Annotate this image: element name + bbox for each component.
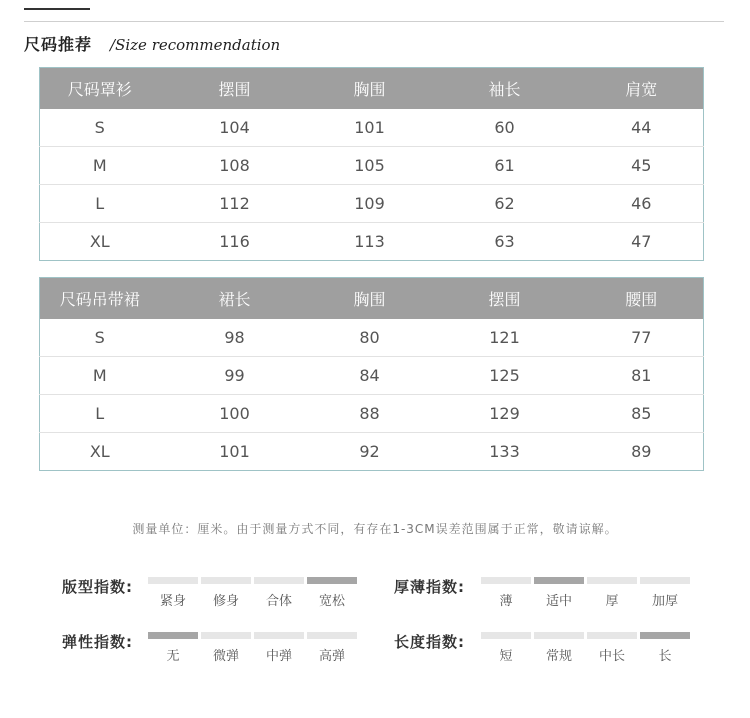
table-cell: 100	[160, 395, 310, 433]
scale-segment	[587, 632, 637, 664]
scale-segment	[640, 632, 690, 664]
table-cell: 98	[224, 328, 245, 347]
header-cell: 胸围	[310, 278, 430, 320]
scale-option-label: 长	[658, 649, 672, 664]
table-cell: 113	[310, 223, 430, 261]
scale-bar	[148, 632, 198, 639]
size-cell: XL	[40, 433, 160, 471]
header-cell: 腰围	[580, 278, 704, 320]
scale-segment	[640, 577, 690, 609]
scale-bar	[534, 632, 584, 639]
table-cell: 129	[430, 395, 580, 433]
scale-option-label: 无	[166, 649, 180, 664]
size-cell: XL	[40, 223, 160, 261]
heading-subtitle: /Size recommendation	[110, 36, 281, 54]
table-cell: 121	[489, 328, 520, 347]
table-row	[40, 433, 704, 471]
table-header-row	[40, 68, 704, 110]
scale-option-label: 合体	[265, 594, 292, 609]
scale-bar	[587, 632, 637, 639]
table-row	[40, 357, 704, 395]
elasticity-index-scale	[148, 632, 357, 664]
header-cell: 摆围	[430, 278, 580, 320]
header-cell: 尺码罩衫	[40, 68, 160, 110]
scale-option-label: 适中	[545, 594, 572, 609]
table-cell: 112	[160, 185, 310, 223]
table-cell: 104	[219, 118, 250, 137]
scale-bar	[307, 632, 357, 639]
scale-bar	[254, 632, 304, 639]
table-cell: 60	[494, 118, 515, 137]
scale-bar	[307, 577, 357, 584]
table-cell: 92	[310, 433, 430, 471]
header-cell: 尺码吊带裙	[40, 278, 160, 320]
table-cell: 85	[580, 395, 704, 433]
top-accent-line	[24, 8, 90, 10]
scale-option-label: 宽松	[318, 594, 345, 609]
table-cell: 125	[430, 357, 580, 395]
size-cell: L	[40, 395, 160, 433]
length-index-scale	[481, 632, 690, 664]
scale-option-label: 微弹	[212, 649, 239, 664]
elasticity-index-label: 弹性指数:	[62, 633, 133, 651]
table-cell: 101	[354, 118, 385, 137]
scale-bar	[254, 577, 304, 584]
scale-bar	[640, 632, 690, 639]
table-row	[40, 147, 704, 185]
scale-option-label: 常规	[545, 649, 572, 664]
scale-bar	[640, 577, 690, 584]
thickness-index-scale	[481, 577, 690, 609]
table-cell: 109	[310, 185, 430, 223]
scale-segment	[148, 632, 198, 664]
size-cell: L	[40, 185, 160, 223]
scale-option-label: 修身	[212, 594, 239, 609]
table-cell: 105	[310, 147, 430, 185]
scale-segment	[534, 632, 584, 664]
scale-option-label: 中长	[598, 649, 625, 664]
size-cell: S	[94, 328, 105, 347]
scale-segment	[481, 577, 531, 609]
scale-segment	[307, 577, 357, 609]
header-cell: 摆围	[160, 68, 310, 110]
table-row	[40, 109, 704, 147]
scale-bar	[534, 577, 584, 584]
table-cell: 46	[580, 185, 704, 223]
scale-segment	[148, 577, 198, 609]
table-cell: 84	[310, 357, 430, 395]
heading-title: 尺码推荐	[24, 35, 93, 54]
fit-index-scale	[148, 577, 357, 609]
table-cell: 44	[631, 118, 652, 137]
thickness-index-label: 厚薄指数:	[394, 578, 465, 596]
scale-segment	[254, 577, 304, 609]
top-divider	[24, 21, 724, 22]
scale-segment	[534, 577, 584, 609]
table-cell: 99	[160, 357, 310, 395]
dress-size-table	[39, 277, 704, 471]
header-cell: 裙长	[160, 278, 310, 320]
size-cell: M	[40, 147, 160, 185]
size-cell: M	[40, 357, 160, 395]
header-cell: 袖长	[430, 68, 580, 110]
scale-option-label: 短	[499, 649, 513, 664]
scale-segment	[587, 577, 637, 609]
table-cell: 61	[430, 147, 580, 185]
scale-option-label: 中弹	[265, 649, 292, 664]
scale-bar	[201, 632, 251, 639]
table-row	[40, 185, 704, 223]
table-cell: 133	[430, 433, 580, 471]
table-cell: 45	[580, 147, 704, 185]
table-header-row	[40, 278, 704, 320]
table-cell: 63	[430, 223, 580, 261]
table-cell: 101	[160, 433, 310, 471]
scale-segment	[201, 632, 251, 664]
scale-segment	[307, 632, 357, 664]
scale-segment	[254, 632, 304, 664]
table-cell: 116	[160, 223, 310, 261]
scale-bar	[481, 632, 531, 639]
table-cell: 62	[430, 185, 580, 223]
scale-option-label: 高弹	[318, 649, 345, 664]
scale-segment	[201, 577, 251, 609]
scale-option-label: 加厚	[651, 594, 678, 609]
table-cell: 81	[580, 357, 704, 395]
table-row	[40, 223, 704, 261]
size-cell: S	[94, 118, 105, 137]
measurement-note: 测量单位：厘米。由于测量方式不同，有存在1-3CM误差范围属于正常，敬请谅解。	[132, 522, 618, 536]
table-cell: 88	[310, 395, 430, 433]
table-cell: 80	[359, 328, 380, 347]
scale-bar	[587, 577, 637, 584]
scale-option-label: 紧身	[159, 594, 186, 609]
table-cell: 89	[580, 433, 704, 471]
scale-bar	[201, 577, 251, 584]
scale-bar	[148, 577, 198, 584]
table-cell: 77	[631, 328, 652, 347]
header-cell: 肩宽	[580, 68, 704, 110]
header-cell: 胸围	[310, 68, 430, 110]
table-row	[40, 395, 704, 433]
blouse-size-table	[39, 67, 704, 261]
length-index-label: 长度指数:	[394, 633, 465, 651]
scale-bar	[481, 577, 531, 584]
table-row	[40, 319, 704, 357]
scale-segment	[481, 632, 531, 664]
scale-option-label: 薄	[499, 594, 513, 609]
table-cell: 47	[580, 223, 704, 261]
scale-option-label: 厚	[605, 594, 619, 609]
fit-index-label: 版型指数:	[62, 578, 133, 596]
section-heading	[24, 32, 280, 54]
table-cell: 108	[160, 147, 310, 185]
